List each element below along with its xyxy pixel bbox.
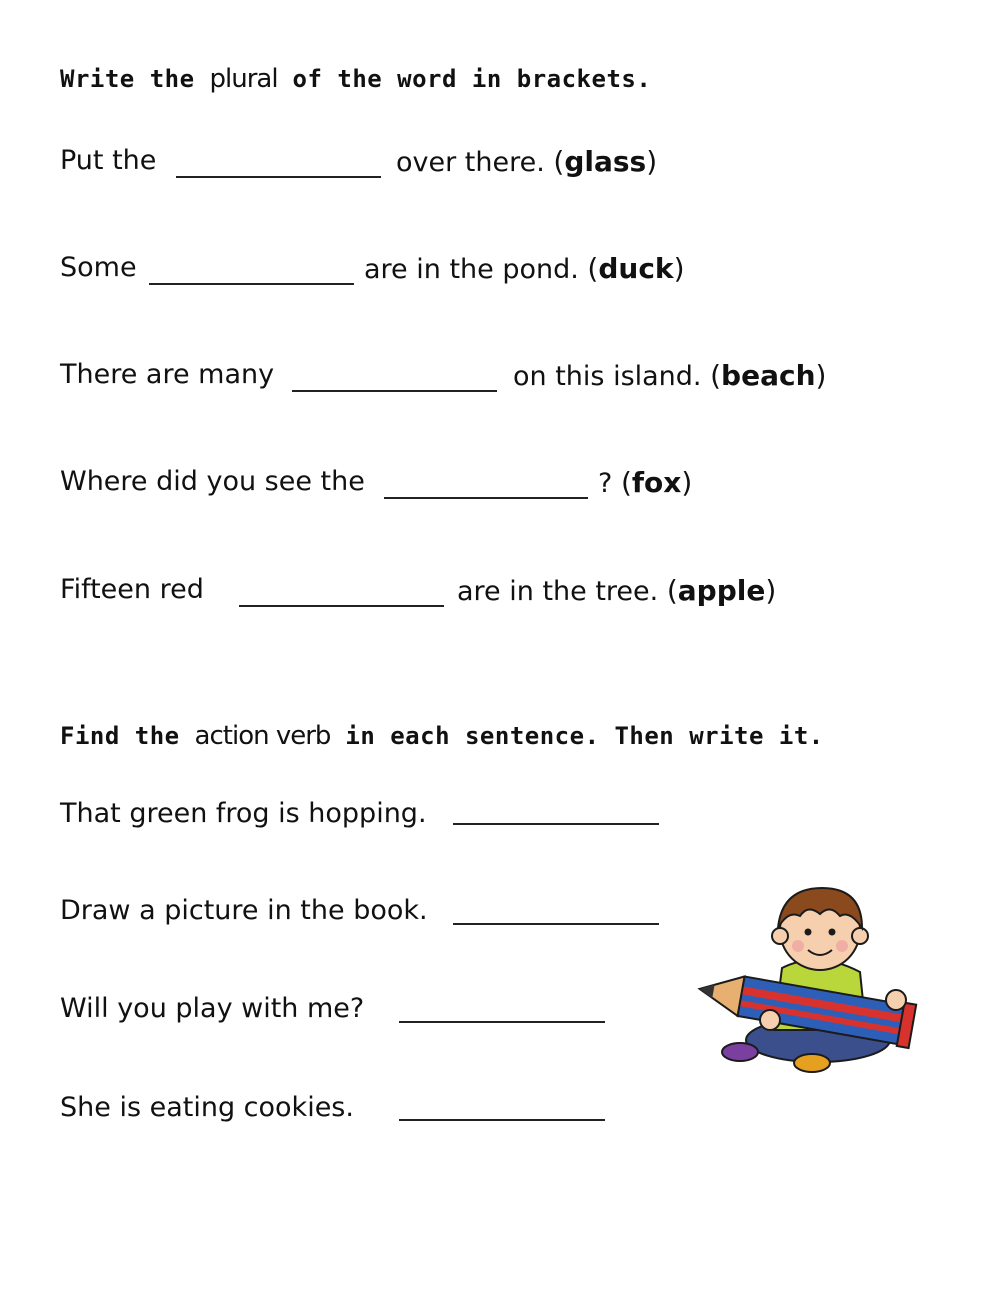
plural-answer-blank-5[interactable] [239, 605, 444, 607]
verb-sentence-4: She is eating cookies. [60, 1092, 354, 1123]
plural-sentence-1-after: over there. (glass) [396, 145, 658, 178]
plural-answer-blank-4[interactable] [384, 497, 588, 499]
plural-sentence-3-after: on this island. (beach) [513, 359, 827, 392]
plural-word-3: beach [721, 359, 816, 392]
plural-answer-blank-2[interactable] [149, 283, 354, 285]
verb-sentence-1: That green frog is hopping. [60, 798, 427, 829]
plural-sentence-4-after: ? (fox) [598, 466, 693, 499]
plural-word-1: glass [564, 145, 647, 178]
plural-sentence-1-before: Put the [60, 145, 157, 176]
plural-sentence-3-before: There are many [60, 359, 275, 390]
heading-1-emph: plural [209, 64, 278, 94]
plural-sentence-5-after: are in the tree. (apple) [457, 574, 777, 607]
verb-answer-blank-2[interactable] [453, 923, 659, 925]
heading-1-post: of the word in brackets. [292, 65, 652, 93]
plural-sentence-4-after-text: ? [598, 468, 613, 499]
plural-sentence-5-after-text: are in the tree. [457, 576, 659, 607]
heading-2-pre: Find the [60, 722, 180, 750]
section-2-heading [60, 721, 824, 751]
boy-holding-pencil-icon [690, 880, 925, 1080]
heading-2-emph: action verb [194, 721, 331, 751]
plural-sentence-4-before: Where did you see the [60, 466, 365, 497]
verb-sentence-3: Will you play with me? [60, 993, 365, 1024]
plural-sentence-2-after-text: are in the pond. [364, 254, 579, 285]
verb-answer-blank-1[interactable] [453, 823, 659, 825]
verb-answer-blank-4[interactable] [399, 1119, 605, 1121]
verb-answer-blank-3[interactable] [399, 1021, 605, 1023]
section-1-heading [60, 64, 651, 94]
plural-sentence-5-before: Fifteen red [60, 574, 204, 605]
plural-word-4: fox [631, 466, 682, 499]
plural-answer-blank-3[interactable] [292, 390, 497, 392]
plural-word-5: apple [677, 574, 766, 607]
plural-sentence-2-before: Some [60, 252, 137, 283]
plural-sentence-3-after-text: on this island. [513, 361, 702, 392]
heading-2-post: in each sentence. Then write it. [345, 722, 824, 750]
plural-answer-blank-1[interactable] [176, 176, 381, 178]
verb-sentence-2: Draw a picture in the book. [60, 895, 428, 926]
plural-sentence-2-after: are in the pond. (duck) [364, 252, 685, 285]
heading-1-pre: Write the [60, 65, 195, 93]
plural-sentence-1-after-text: over there. [396, 147, 545, 178]
plural-word-2: duck [598, 252, 674, 285]
